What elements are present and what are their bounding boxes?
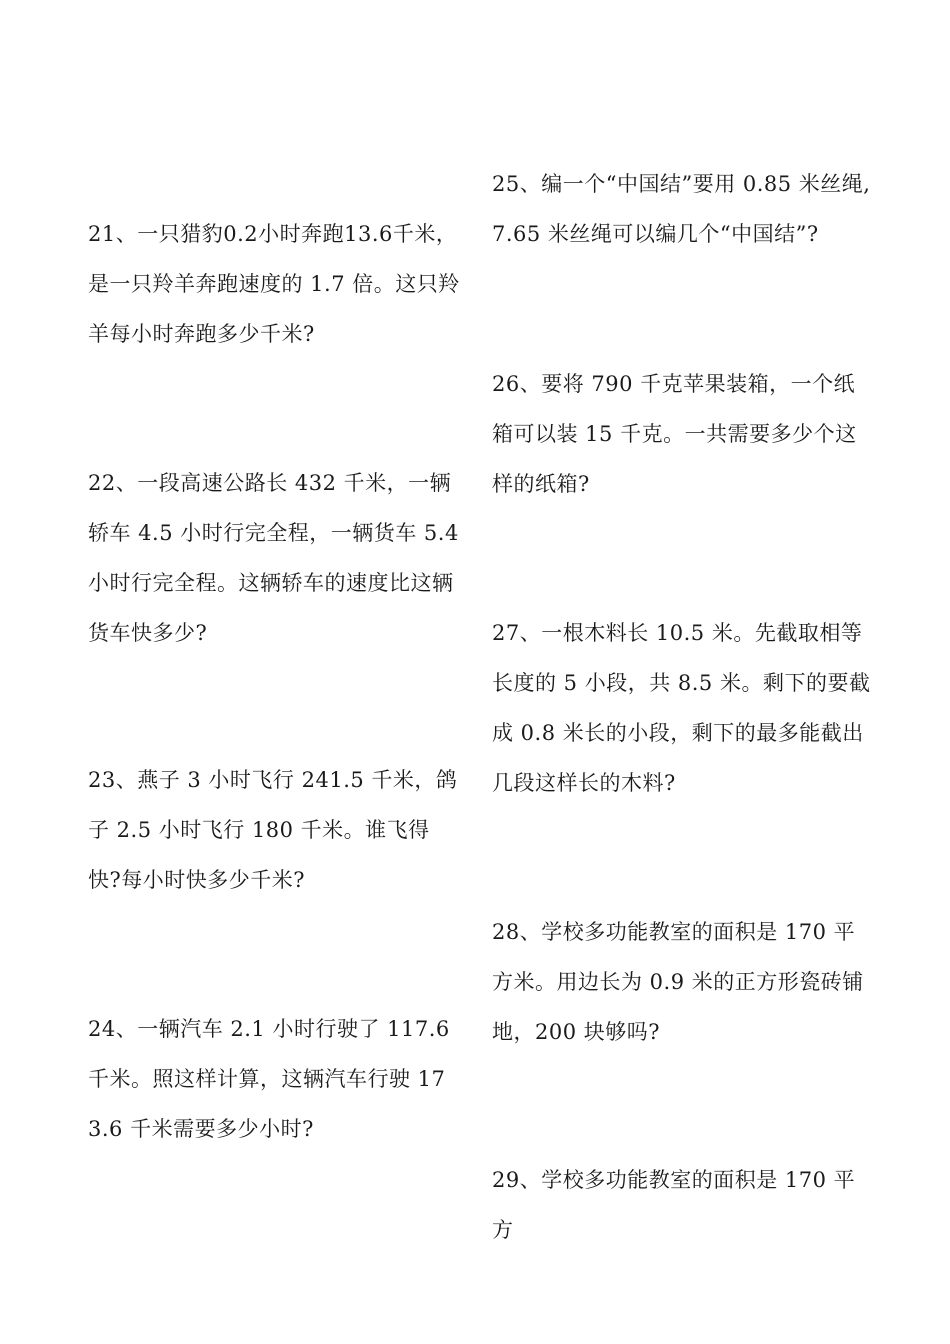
problem-24: 24、一辆汽车 2.1 小时行驶了 117.6 千米。照这样计算，这辆汽车行驶 173.6 千米需要多少小时? [88,1017,450,1141]
problem-29: 29、学校多功能教室的面积是 170 平方 [492,1168,856,1242]
problem-23: 23、燕子 3 小时飞行 241.5 千米，鸽子 2.5 小时飞行 180 千米。谁飞得快?每小时快多少千米? [88,768,458,892]
problem-26: 26、要将 790 千克苹果装箱，一个纸箱可以装 15 千克。一共需要多少个这样的纸箱? [492,372,857,496]
problem-21: 21、一只猎豹0.2小时奔跑13.6千米，是一只羚羊奔跑速度的 1.7 倍。这只羚羊每小时奔跑多少千米? [88,222,460,346]
problem-27: 27、一根木料长 10.5 米。先截取相等长度的 5 小段，共 8.5 米。剩下的要截成 0.8 米长的小段，剩下的最多能截出几段这样长的木料? [492,621,871,795]
problem-28: 28、学校多功能教室的面积是 170 平方米。用边长为 0.9 米的正方形瓷砖铺地，200 块够吗? [492,920,864,1044]
problem-25: 25、编一个“中国结”要用 0.85 米丝绳,7.65 米丝绳可以编几个“中国结”? [492,172,871,246]
problem-22: 22、一段高速公路长 432 千米，一辆轿车 4.5 小时行完全程，一辆货车 5.4 小时行完全程。这辆轿车的速度比这辆货车快多少? [88,471,459,645]
